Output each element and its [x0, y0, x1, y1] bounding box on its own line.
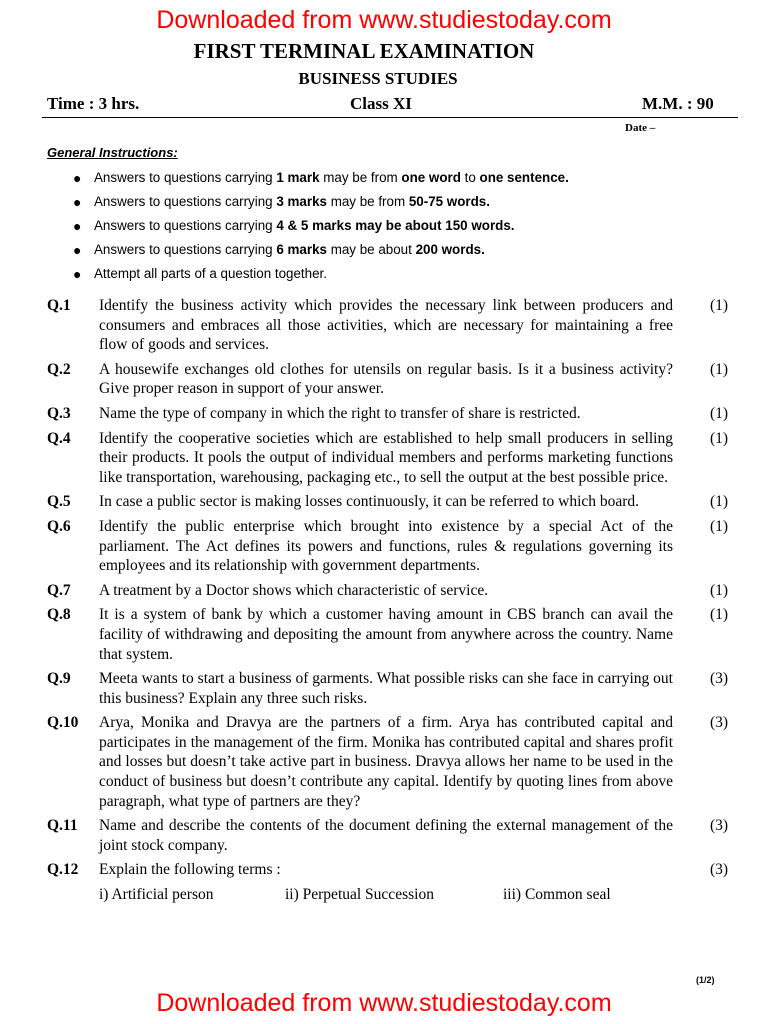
question-marks: (1)	[710, 606, 729, 624]
bullet-icon: ●	[73, 242, 82, 258]
instruction-text: may be from	[319, 170, 402, 185]
instruction-text: to	[460, 170, 480, 185]
subject-title: BUSINESS STUDIES	[298, 69, 458, 88]
question-item	[0, 860, 768, 880]
bullet-icon: ●	[73, 170, 82, 186]
term-item: i) Artificial person	[99, 886, 214, 904]
question-text: Identify the business activity which provides the necessary link between producers and consumers and embraces all those activities, which are necessary for maintaining a free flow of goods and services.	[99, 297, 673, 354]
page-number: (1/2)	[696, 975, 715, 985]
question-marks: (1)	[710, 429, 729, 447]
instruction-item	[73, 240, 569, 264]
instruction-text: 6 marks	[276, 242, 327, 257]
question-item	[0, 360, 768, 399]
question-marks: (1)	[710, 581, 729, 599]
question-number: Q.4	[47, 429, 71, 447]
question-item	[0, 581, 768, 601]
question-number: Q.11	[47, 817, 78, 835]
question-item	[0, 669, 768, 708]
instruction-text: one word	[401, 170, 461, 185]
question-item	[0, 429, 768, 488]
exam-title: FIRST TERMINAL EXAMINATION	[193, 39, 535, 63]
questions-section	[0, 296, 768, 905]
instruction-item	[73, 264, 569, 288]
exam-duration: Time : 3 hrs.	[47, 94, 140, 113]
question-item	[0, 605, 768, 664]
question-marks: (3)	[710, 861, 729, 879]
header-divider	[42, 117, 738, 118]
bullet-icon: ●	[73, 266, 82, 282]
question-marks: (3)	[710, 670, 729, 688]
watermark-bottom: Downloaded from www.studiestoday.com	[156, 989, 612, 1017]
instruction-text: 50-75 words.	[408, 194, 490, 209]
question-text: A housewife exchanges old clothes for utensils on regular basis. Is it a business activity? Give proper reason in support of your answer.	[99, 360, 673, 398]
question-number: Q.2	[47, 360, 71, 378]
question-number: Q.7	[47, 581, 71, 599]
instruction-text: 3 marks	[276, 194, 327, 209]
instruction-text: Answers to questions carrying	[94, 242, 277, 257]
bullet-icon: ●	[73, 218, 82, 234]
instruction-text: 200 words.	[415, 242, 485, 257]
instruction-text: 4 & 5 marks	[276, 218, 352, 233]
question-marks: (3)	[710, 817, 729, 835]
instruction-item	[73, 216, 569, 240]
instructions-heading: General Instructions:	[47, 145, 178, 160]
exam-class: Class XI	[350, 94, 412, 113]
question-item	[0, 517, 768, 576]
question-number: Q.12	[47, 861, 79, 879]
question-item	[0, 816, 768, 855]
instruction-text: Attempt all parts of a question together.	[94, 266, 327, 281]
instruction-item	[73, 192, 569, 216]
question-number: Q.1	[47, 297, 71, 314]
question-text: It is a system of bank by which a customer having amount in CBS branch can avail the facility of withdrawing and depositing the amount from anywhere across the country. Name that system.	[99, 606, 673, 663]
question-text: Arya, Monika and Dravya are the partners of a firm. Arya has contributed capital and participates in the management of the firm. Monika has contributed capital and shares profit and losses but doesn’t take active part in business. Dravya allows her name to be used in the conduct of business but doesn’t contribute any capital. Identify by quoting lines from above paragraph, what type of partners are they?	[99, 714, 673, 810]
maximum-marks: M.M. : 90	[642, 94, 714, 113]
question-item	[0, 404, 768, 424]
question-number: Q.10	[47, 714, 79, 732]
question-number: Q.9	[47, 670, 71, 688]
question-number: Q.3	[47, 404, 71, 422]
question-text: Name the type of company in which the right to transfer of share is restricted.	[99, 404, 581, 422]
question-text: In case a public sector is making losses continuously, it can be referred to which board.	[99, 493, 640, 511]
instruction-text: 1 mark	[276, 170, 320, 185]
exam-date-label: Date –	[625, 122, 656, 134]
instruction-text: one sentence.	[479, 170, 569, 185]
instruction-text: Answers to questions carrying	[94, 170, 277, 185]
question-marks: (1)	[710, 297, 729, 314]
instruction-text: Answers to questions carrying	[94, 218, 277, 233]
question-item	[0, 713, 768, 811]
question-marks: (1)	[710, 517, 729, 535]
instruction-text: may be from	[326, 194, 409, 209]
question-number: Q.8	[47, 606, 71, 624]
instruction-item	[73, 168, 569, 192]
question-text: Identify the cooperative societies which are established to help small producers in selling their products. It pools the output of individual members and performs marketing functions like transportation, warehousing, packaging etc., to sell the output at the best possible price.	[99, 429, 673, 486]
question-marks: (1)	[710, 493, 729, 511]
instruction-text: Answers to questions carrying	[94, 194, 277, 209]
question-text: Name and describe the contents of the document defining the external management of the joint stock company.	[99, 817, 673, 854]
question-marks: (3)	[710, 714, 729, 732]
question-text: Identify the public enterprise which brought into existence by a special Act of the parliament. The Act defines its powers and functions, rules & regulations governing its employees and its relationship with government departments.	[99, 517, 673, 575]
question-text: Explain the following terms :	[99, 861, 281, 879]
term-item: iii) Common seal	[503, 886, 611, 904]
term-item: ii) Perpetual Succession	[285, 886, 434, 904]
instruction-text: may be about 150 words.	[351, 218, 515, 233]
instructions-list	[73, 168, 569, 288]
instruction-text: may be about	[326, 242, 416, 257]
question-number: Q.6	[47, 517, 71, 535]
question-marks: (1)	[710, 404, 729, 422]
question-text: A treatment by a Doctor shows which characteristic of service.	[99, 581, 489, 599]
question-number: Q.5	[47, 493, 71, 511]
question-marks: (1)	[710, 360, 729, 378]
question-text: Meeta wants to start a business of garments. What possible risks can she face in carrying out this business? Explain any three such risks.	[99, 670, 673, 707]
question-item	[0, 296, 768, 355]
question-item	[0, 492, 768, 512]
watermark-top: Downloaded from www.studiestoday.com	[156, 6, 612, 34]
bullet-icon: ●	[73, 194, 82, 210]
q12-terms	[99, 885, 673, 905]
